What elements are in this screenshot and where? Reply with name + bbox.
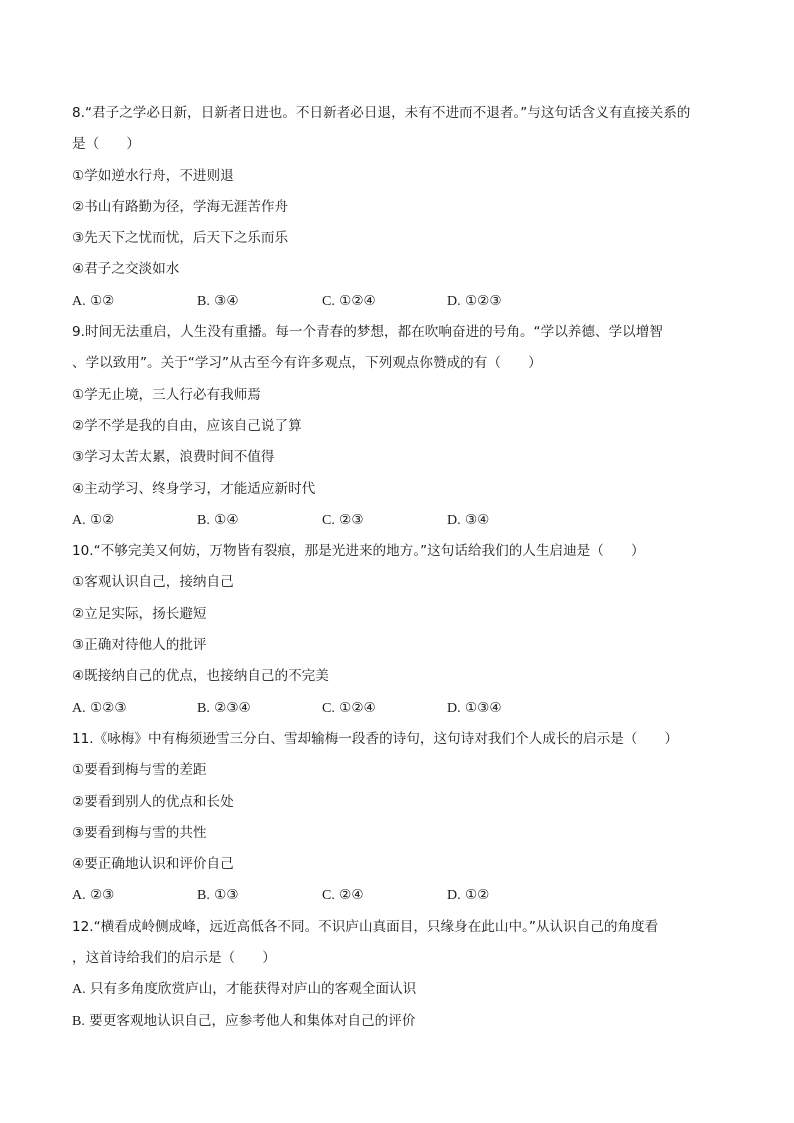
stem-line: 是（ ） [72, 136, 140, 153]
option-letter: C. [322, 293, 335, 309]
question-12 [72, 912, 722, 1037]
option-letter: D. [447, 888, 461, 904]
option-text: ③④ [209, 292, 239, 309]
option-letter: A. [72, 888, 86, 904]
answer-option[interactable] [197, 693, 322, 724]
question-10 [72, 536, 722, 724]
answer-option[interactable] [197, 505, 322, 536]
statement: ②学不学是我的自由，应该自己说了算 [72, 417, 302, 434]
statement: ③要看到梅与雪的共性 [72, 824, 207, 841]
option-text: ①②③ [85, 699, 127, 716]
option-letter: A. [72, 293, 86, 309]
question-8 [72, 98, 722, 317]
statement: ①客观认识自己，接纳自己 [72, 574, 234, 591]
answer-option[interactable] [447, 505, 572, 536]
option-letter: C. [322, 888, 335, 904]
question-9 [72, 317, 722, 536]
option-letter: B. [197, 700, 210, 716]
statement: ④君子之交淡如水 [72, 261, 180, 278]
statement: ②要看到别人的优点和长处 [72, 793, 234, 810]
option-text: ①③ [209, 887, 239, 904]
option-text: ①② [85, 511, 115, 528]
answer-option[interactable] [322, 286, 447, 317]
statement: ①学如逆水行舟，不进则退 [72, 167, 234, 184]
option-text: ①②④ [334, 292, 376, 309]
statement: ③学习太苦太累，浪费时间不值得 [72, 449, 275, 466]
option-text: ①②④ [334, 699, 376, 716]
answer-option[interactable] [72, 974, 722, 1005]
option-letter: B. [197, 293, 210, 309]
answer-option[interactable] [197, 286, 322, 317]
statement: ④既接纳自己的优点，也接纳自己的不完美 [72, 668, 329, 685]
option-letter: B. [197, 512, 210, 528]
option-letter: D. [447, 700, 461, 716]
answer-option[interactable] [72, 880, 197, 911]
answer-option[interactable] [322, 693, 447, 724]
question-stem [72, 98, 722, 161]
option-text: ①② [85, 292, 115, 309]
option-letter: A. [72, 512, 86, 528]
statement: ②立足实际，扬长避短 [72, 605, 207, 622]
option-text: ②③④ [209, 699, 251, 716]
question-11 [72, 724, 722, 912]
option-text: ①②③ [460, 292, 502, 309]
option-text: 要更客观地认识自己，应参考他人和集体对自己的评价 [84, 1012, 416, 1029]
option-letter: B. [72, 1013, 85, 1029]
question-stem [72, 536, 722, 567]
option-text: ③④ [460, 511, 490, 528]
option-letter: D. [447, 293, 461, 309]
answer-option[interactable] [72, 286, 197, 317]
statement: ②书山有路勤为径，学海无涯苦作舟 [72, 198, 289, 215]
answer-options [72, 693, 722, 724]
answer-option[interactable] [72, 1006, 722, 1037]
statement: ④要正确地认识和评价自己 [72, 856, 234, 873]
statement: ①要看到梅与雪的差距 [72, 762, 207, 779]
option-text: ①③④ [460, 699, 502, 716]
answer-option[interactable] [322, 505, 447, 536]
question-stem [72, 912, 722, 975]
stem-line: 10.“不够完美又何妨，万物皆有裂痕，那是光进来的地方。”这句话给我们的人生启迪是（ ） [72, 543, 645, 560]
option-text: ①④ [209, 511, 239, 528]
statement: ③先天下之忧而忧，后天下之乐而乐 [72, 230, 289, 247]
answer-option[interactable] [197, 880, 322, 911]
stem-line: 11.《咏梅》中有梅须逊雪三分白、雪却输梅一段香的诗句，这句诗对我们个人成长的启示是（ ） [72, 730, 679, 747]
option-letter: D. [447, 512, 461, 528]
stem-line: 8.“君子之学必日新，日新者日进也。不日新者必日退，未有不进而不退者。”与这句话含义有直接关系的 [72, 105, 691, 121]
option-letter: B. [197, 888, 210, 904]
statement: ③正确对待他人的批评 [72, 637, 207, 654]
option-text: ②③ [334, 511, 364, 528]
option-text: ②④ [334, 887, 364, 904]
stem-line: 、学以致用”。关于“学习”从古至今有许多观点，下列观点你赞成的有（ ） [72, 355, 542, 372]
option-text: 只有多角度欣赏庐山，才能获得对庐山的客观全面认识 [85, 981, 417, 998]
stem-line: 12.“横看成岭侧成峰，远近高低各不同。不识庐山真面目，只缘身在此山中。”从认识自己的角度看 [72, 918, 659, 935]
option-text: ①② [460, 887, 490, 904]
option-letter: A. [72, 982, 86, 998]
answer-option[interactable] [447, 880, 572, 911]
answer-options [72, 505, 722, 536]
question-stem [72, 724, 722, 755]
question-stem [72, 317, 722, 380]
question-list [72, 98, 722, 1037]
answer-options [72, 286, 722, 317]
option-letter: C. [322, 700, 335, 716]
statement: ①学无止境，三人行必有我师焉 [72, 386, 261, 403]
option-letter: C. [322, 512, 335, 528]
stem-line: 9.时间无法重启，人生没有重播。每一个青春的梦想，都在吹响奋进的号角。“学以养德、学以增智 [72, 324, 663, 341]
stem-line: ，这首诗给我们的启示是（ ） [72, 950, 276, 967]
answer-option[interactable] [72, 505, 197, 536]
answer-option[interactable] [72, 693, 197, 724]
statement: ④主动学习、终身学习，才能适应新时代 [72, 480, 316, 497]
option-text: ②③ [85, 887, 115, 904]
answer-option[interactable] [447, 693, 572, 724]
answer-option[interactable] [447, 286, 572, 317]
answer-options [72, 880, 722, 911]
answer-option[interactable] [322, 880, 447, 911]
option-letter: A. [72, 700, 86, 716]
